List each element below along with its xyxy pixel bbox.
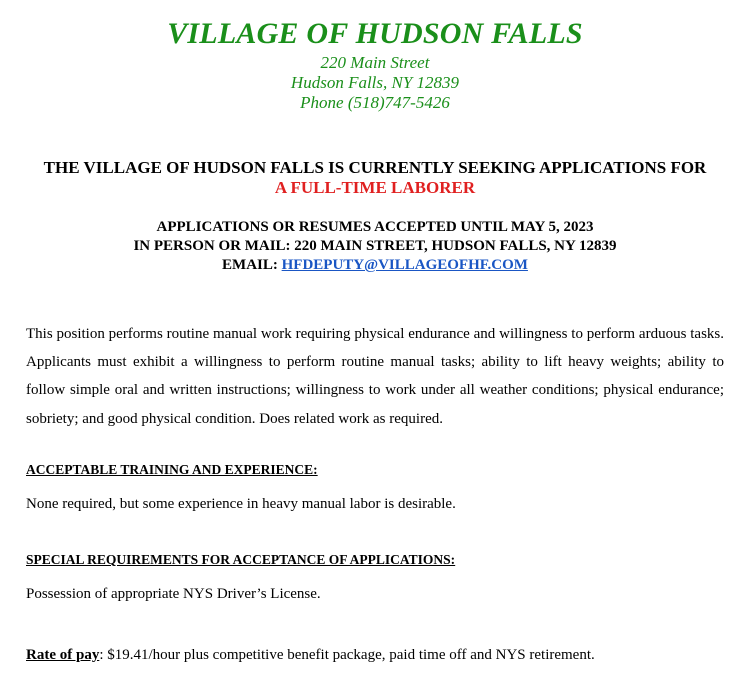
phone-number: Phone (518)747-5426 [300, 93, 450, 112]
mailing-address: IN PERSON OR MAIL: 220 MAIN STREET, HUDSON FALLS, NY 12839 [133, 238, 617, 254]
street-address: 220 Main Street [320, 53, 430, 72]
announcement-line: THE VILLAGE OF HUDSON FALLS IS CURRENTLY SEEKING APPLICATIONS FOR [43, 158, 707, 177]
email-label: EMAIL: [222, 257, 282, 273]
training-section-text: None required, but some experience in heavy manual labor is desirable. [26, 496, 456, 512]
email-link[interactable]: HFDEPUTY@VILLAGEOFHF.COM [281, 257, 528, 273]
position-title: A FULL-TIME LABORER [274, 178, 476, 197]
special-requirements-title: SPECIAL REQUIREMENTS FOR ACCEPTANCE OF APPLICATIONS: [26, 552, 456, 567]
application-deadline: APPLICATIONS OR RESUMES ACCEPTED UNTIL MAY 5, 2023 [156, 219, 594, 235]
special-requirements-text: Possession of appropriate NYS Driver’s License. [26, 586, 321, 602]
rate-of-pay-label: Rate of pay [26, 647, 100, 663]
org-name-heading: VILLAGE OF HUDSON FALLS [167, 17, 583, 50]
rate-of-pay-text: : $19.41/hour plus competitive benefit package, paid time off and NYS retirement. [99, 647, 595, 663]
city-state-zip: Hudson Falls, NY 12839 [290, 73, 460, 92]
rate-of-pay-line [26, 645, 724, 665]
email-line [0, 256, 750, 275]
training-section-title: ACCEPTABLE TRAINING AND EXPERIENCE: [26, 462, 318, 477]
job-description: This position performs routine manual work requiring physical endurance and willingness to perform arduous tasks. Applicants must exhibit a willingness to perform routine manual tasks; ability to lift heavy weights; ability to follow simple oral and written instructions; willingness to work under all weather conditions; physical endurance; sobriety; and good physical condition. Does related work as required. [26, 326, 724, 427]
